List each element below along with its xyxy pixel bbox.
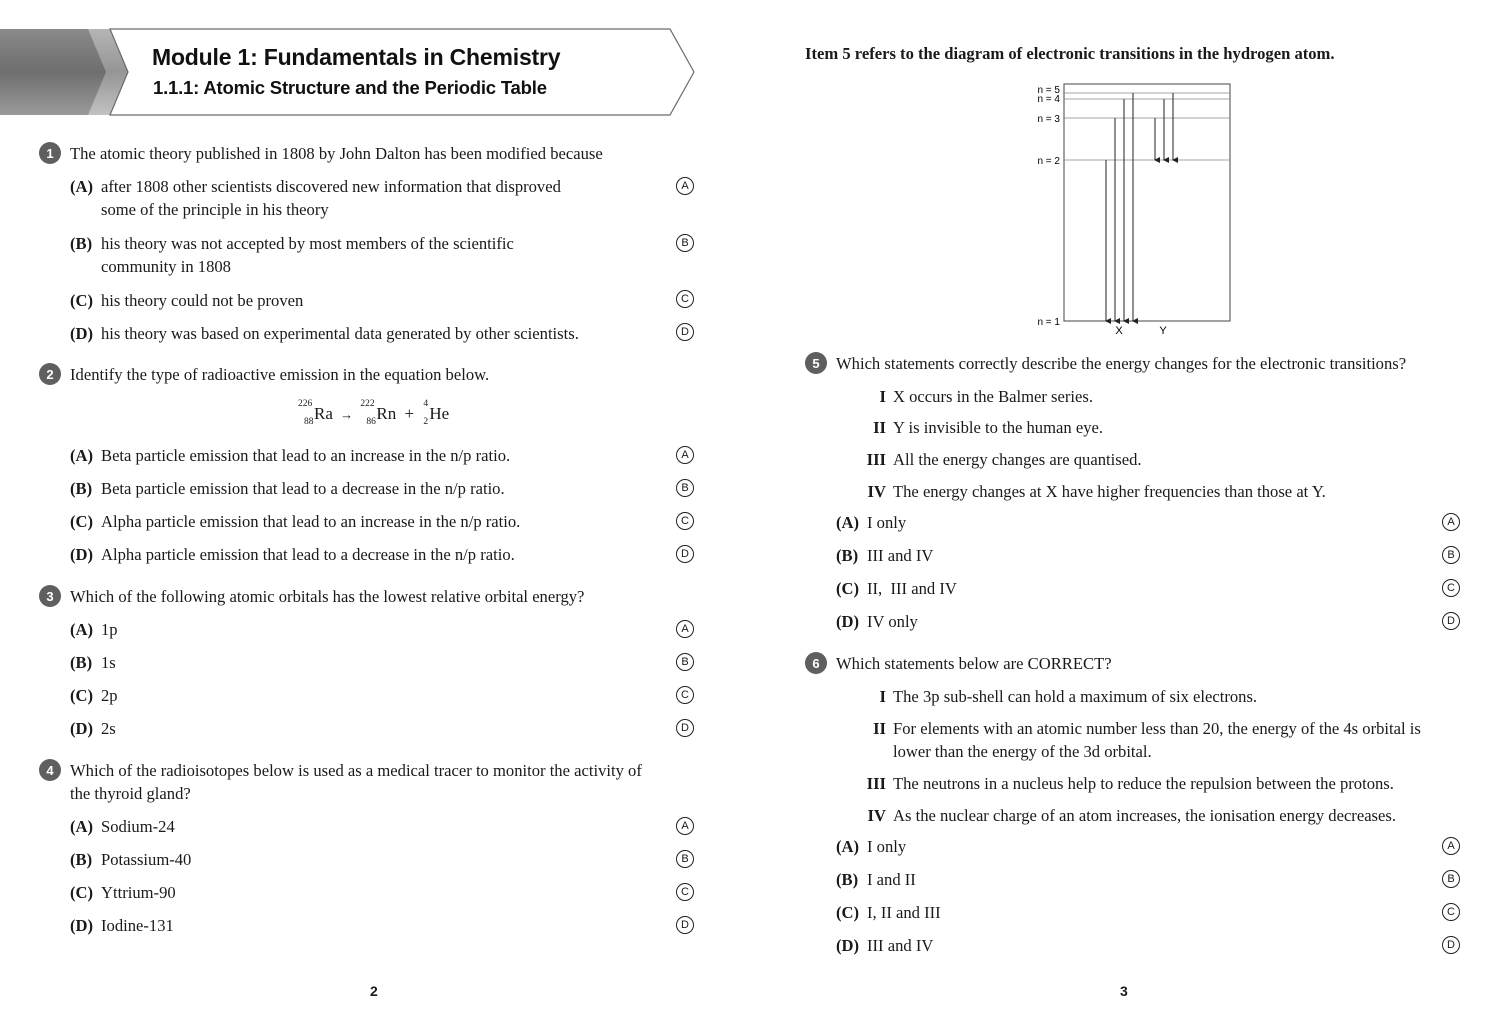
item-5-intro: Item 5 refers to the diagram of electronic transitions in the hydrogen atom. (805, 44, 1335, 63)
question-number-badge: 2 (39, 363, 61, 385)
question-5-stem: Which statements correctly describe the energy changes for the electronic transitions? (836, 354, 1407, 373)
q1-option-c[interactable] (70, 289, 630, 312)
q1-option-b[interactable] (70, 232, 630, 278)
option-text: III and IV (867, 936, 934, 955)
roman-numeral: II (873, 719, 886, 738)
option-label: (A) (70, 817, 94, 836)
statement-text: The 3p sub-shell can hold a maximum of six electrons. (893, 687, 1258, 706)
option-text: his theory was based on experimental data generated by other scientists. (101, 324, 579, 343)
option-text: 1s (101, 653, 116, 672)
answer-bubble-b[interactable]: B (676, 653, 694, 671)
question-number-badge: 6 (805, 652, 827, 674)
answer-bubble-c[interactable]: C (1442, 579, 1460, 597)
q5-option-a[interactable] (836, 511, 1136, 534)
option-label: (B) (70, 850, 93, 869)
q4-option-c[interactable] (70, 881, 370, 904)
option-text: 2p (101, 686, 118, 705)
q4-option-d[interactable] (70, 914, 370, 937)
question-6-stem: Which statements below are CORRECT? (836, 654, 1112, 673)
q2-option-b[interactable] (70, 477, 650, 500)
radon-nuclide (360, 399, 397, 427)
option-label: (D) (70, 545, 94, 564)
answer-bubble-a[interactable]: A (1442, 837, 1460, 855)
option-label: (A) (836, 837, 860, 856)
answer-bubble-c[interactable]: C (1442, 903, 1460, 921)
option-label: (C) (836, 903, 860, 922)
radium-nuclide (298, 399, 333, 427)
roman-numeral: II (873, 418, 886, 437)
option-text: Alpha particle emission that lead to an increase in the n/p ratio. (101, 512, 521, 531)
option-text: III and IV (867, 546, 934, 565)
q3-option-c[interactable] (70, 684, 370, 707)
question-number-badge: 5 (805, 352, 827, 374)
level-label-n2: n = 2 (1037, 156, 1060, 167)
question-number-badge: 3 (39, 585, 61, 607)
q1-option-a[interactable] (70, 175, 630, 221)
option-text: 1p (101, 620, 118, 639)
answer-bubble-d[interactable]: D (1442, 936, 1460, 954)
answer-bubble-d[interactable]: D (676, 545, 694, 563)
level-label-n5: n = 5 (1037, 85, 1060, 96)
hydrogen-energy-level-diagram (1025, 80, 1245, 342)
option-label: (A) (70, 177, 94, 196)
option-text-cont: some of the principle in his theory (101, 200, 329, 219)
element-symbol: Rn (376, 404, 397, 423)
answer-bubble-a[interactable]: A (676, 446, 694, 464)
answer-bubble-d[interactable]: D (676, 916, 694, 934)
option-label: (C) (70, 883, 94, 902)
statement-ii (873, 416, 1103, 439)
option-text: Alpha particle emission that lead to a decrease in the n/p ratio. (101, 545, 515, 564)
option-label: (A) (836, 513, 860, 532)
statement-iv (867, 804, 1396, 827)
option-text: I only (867, 837, 907, 856)
option-text: II, III and IV (867, 579, 957, 598)
q6-option-a[interactable] (836, 835, 1136, 858)
option-text: his theory could not be proven (101, 291, 304, 310)
option-label: (B) (836, 546, 859, 565)
answer-bubble-c[interactable]: C (676, 290, 694, 308)
answer-bubble-b[interactable]: B (676, 234, 694, 252)
plus-sign: + (404, 404, 415, 423)
nuclear-equation (298, 399, 450, 427)
answer-bubble-c[interactable]: C (676, 686, 694, 704)
q6-option-d[interactable] (836, 934, 1136, 957)
roman-numeral: IV (867, 806, 886, 825)
statement-iv (867, 480, 1326, 503)
element-symbol: Ra (314, 404, 333, 423)
level-label-n3: n = 3 (1037, 114, 1060, 125)
q5-option-b[interactable] (836, 544, 1136, 567)
option-label: (C) (70, 291, 94, 310)
statement-text: The energy changes at X have higher frequencies than those at Y. (893, 482, 1326, 501)
banner-chevron-graphic (0, 28, 700, 118)
answer-bubble-a[interactable]: A (1442, 513, 1460, 531)
answer-bubble-c[interactable]: C (676, 512, 694, 530)
statement-ii-cont: lower than the energy of the 3d orbital. (893, 742, 1152, 761)
option-text: IV only (867, 612, 918, 631)
answer-bubble-a[interactable]: A (676, 620, 694, 638)
statement-text: All the energy changes are quantised. (893, 450, 1142, 469)
question-number-badge: 1 (39, 142, 61, 164)
option-text-cont: community in 1808 (101, 257, 231, 276)
answer-bubble-c[interactable]: C (676, 883, 694, 901)
question-4-stem: Which of the radioisotopes below is used as a medical tracer to monitor the activity of (70, 761, 642, 780)
answer-bubble-b[interactable]: B (1442, 546, 1460, 564)
question-1-stem: The atomic theory published in 1808 by John Dalton has been modified because (70, 144, 603, 163)
series-label-y: Y (1159, 325, 1167, 337)
statement-i (879, 685, 1258, 708)
statement-text: Y is invisible to the human eye. (893, 418, 1103, 437)
roman-numeral: I (879, 387, 886, 406)
q2-option-a[interactable] (70, 444, 650, 467)
q3-option-b[interactable] (70, 651, 370, 674)
option-label: (D) (70, 719, 94, 738)
option-label: (D) (836, 936, 860, 955)
mass-number: 4 (423, 399, 429, 409)
option-label: (D) (836, 612, 860, 631)
series-label-x: X (1115, 325, 1123, 337)
atomic-number: 86 (366, 417, 376, 427)
roman-numeral: I (879, 687, 886, 706)
option-text: Potassium-40 (101, 850, 192, 869)
option-label: (A) (70, 620, 94, 639)
option-label: (C) (70, 686, 94, 705)
option-text: I, II and III (867, 903, 941, 922)
statement-text: X occurs in the Balmer series. (893, 387, 1093, 406)
option-text: Sodium-24 (101, 817, 175, 836)
reaction-arrow: → (340, 407, 354, 422)
option-text: Beta particle emission that lead to a decrease in the n/p ratio. (101, 479, 505, 498)
level-label-n4: n = 4 (1037, 94, 1060, 105)
helium-nuclide (422, 399, 450, 427)
option-label: (A) (70, 446, 94, 465)
module-subtitle: 1.1.1: Atomic Structure and the Periodic Table (153, 77, 547, 98)
q5-option-d[interactable] (836, 610, 1136, 633)
option-text: 2s (101, 719, 116, 738)
diagram-frame (1064, 84, 1230, 321)
mass-number: 222 (360, 399, 375, 409)
option-text: I and II (867, 870, 916, 889)
q4-option-a[interactable] (70, 815, 370, 838)
option-text: I only (867, 513, 907, 532)
q4-option-b[interactable] (70, 848, 370, 871)
option-text: after 1808 other scientists discovered new information that disproved (101, 177, 561, 196)
answer-bubble-b[interactable]: B (676, 479, 694, 497)
q2-option-d[interactable] (70, 543, 650, 566)
question-2-stem: Identify the type of radioactive emission in the equation below. (70, 365, 490, 384)
statement-text: For elements with an atomic number less than 20, the energy of the 4s orbital is (893, 719, 1421, 738)
statement-iii (866, 448, 1142, 471)
module-banner (0, 28, 700, 118)
answer-bubble-d[interactable]: D (676, 719, 694, 737)
option-text: Yttrium-90 (101, 883, 176, 902)
answer-bubble-a[interactable]: A (676, 817, 694, 835)
option-label: (C) (836, 579, 860, 598)
atomic-number: 2 (423, 417, 429, 427)
roman-numeral: IV (867, 482, 886, 501)
option-label: (B) (70, 479, 93, 498)
page-number-right: 3 (1120, 983, 1128, 999)
statement-i (879, 385, 1093, 408)
option-label: (C) (70, 512, 94, 531)
question-4-stem-cont: the thyroid gland? (70, 784, 191, 803)
answer-bubble-d[interactable]: D (1442, 612, 1460, 630)
atomic-number: 88 (304, 417, 314, 427)
option-text: Iodine-131 (101, 916, 174, 935)
statement-text: The neutrons in a nucleus help to reduce the repulsion between the protons. (893, 774, 1394, 793)
option-label: (D) (70, 324, 94, 343)
option-label: (B) (70, 653, 93, 672)
module-title: Module 1: Fundamentals in Chemistry (152, 44, 561, 70)
statement-iii (866, 772, 1394, 795)
q2-option-c[interactable] (70, 510, 650, 533)
question-3-stem: Which of the following atomic orbitals has the lowest relative orbital energy? (70, 587, 585, 606)
answer-bubble-d[interactable]: D (676, 323, 694, 341)
answer-bubble-b[interactable]: B (676, 850, 694, 868)
option-label: (D) (70, 916, 94, 935)
page-number-left: 2 (370, 983, 378, 999)
option-text: his theory was not accepted by most members of the scientific (101, 234, 514, 253)
q6-option-c[interactable] (836, 901, 1136, 924)
statement-ii (873, 717, 1421, 740)
answer-bubble-b[interactable]: B (1442, 870, 1460, 888)
q6-option-b[interactable] (836, 868, 1136, 891)
q5-option-c[interactable] (836, 577, 1136, 600)
q3-option-a[interactable] (70, 618, 370, 641)
statement-text: As the nuclear charge of an atom increases, the ionisation energy decreases. (893, 806, 1396, 825)
option-text: Beta particle emission that lead to an increase in the n/p ratio. (101, 446, 511, 465)
question-number-badge: 4 (39, 759, 61, 781)
q1-option-d[interactable] (70, 322, 650, 345)
mass-number: 226 (298, 399, 313, 409)
option-label: (B) (836, 870, 859, 889)
answer-bubble-a[interactable]: A (676, 177, 694, 195)
q3-option-d[interactable] (70, 717, 370, 740)
option-label: (B) (70, 234, 93, 253)
roman-numeral: III (866, 774, 886, 793)
roman-numeral: III (866, 450, 886, 469)
element-symbol: He (429, 404, 450, 423)
level-label-n1: n = 1 (1037, 317, 1060, 328)
